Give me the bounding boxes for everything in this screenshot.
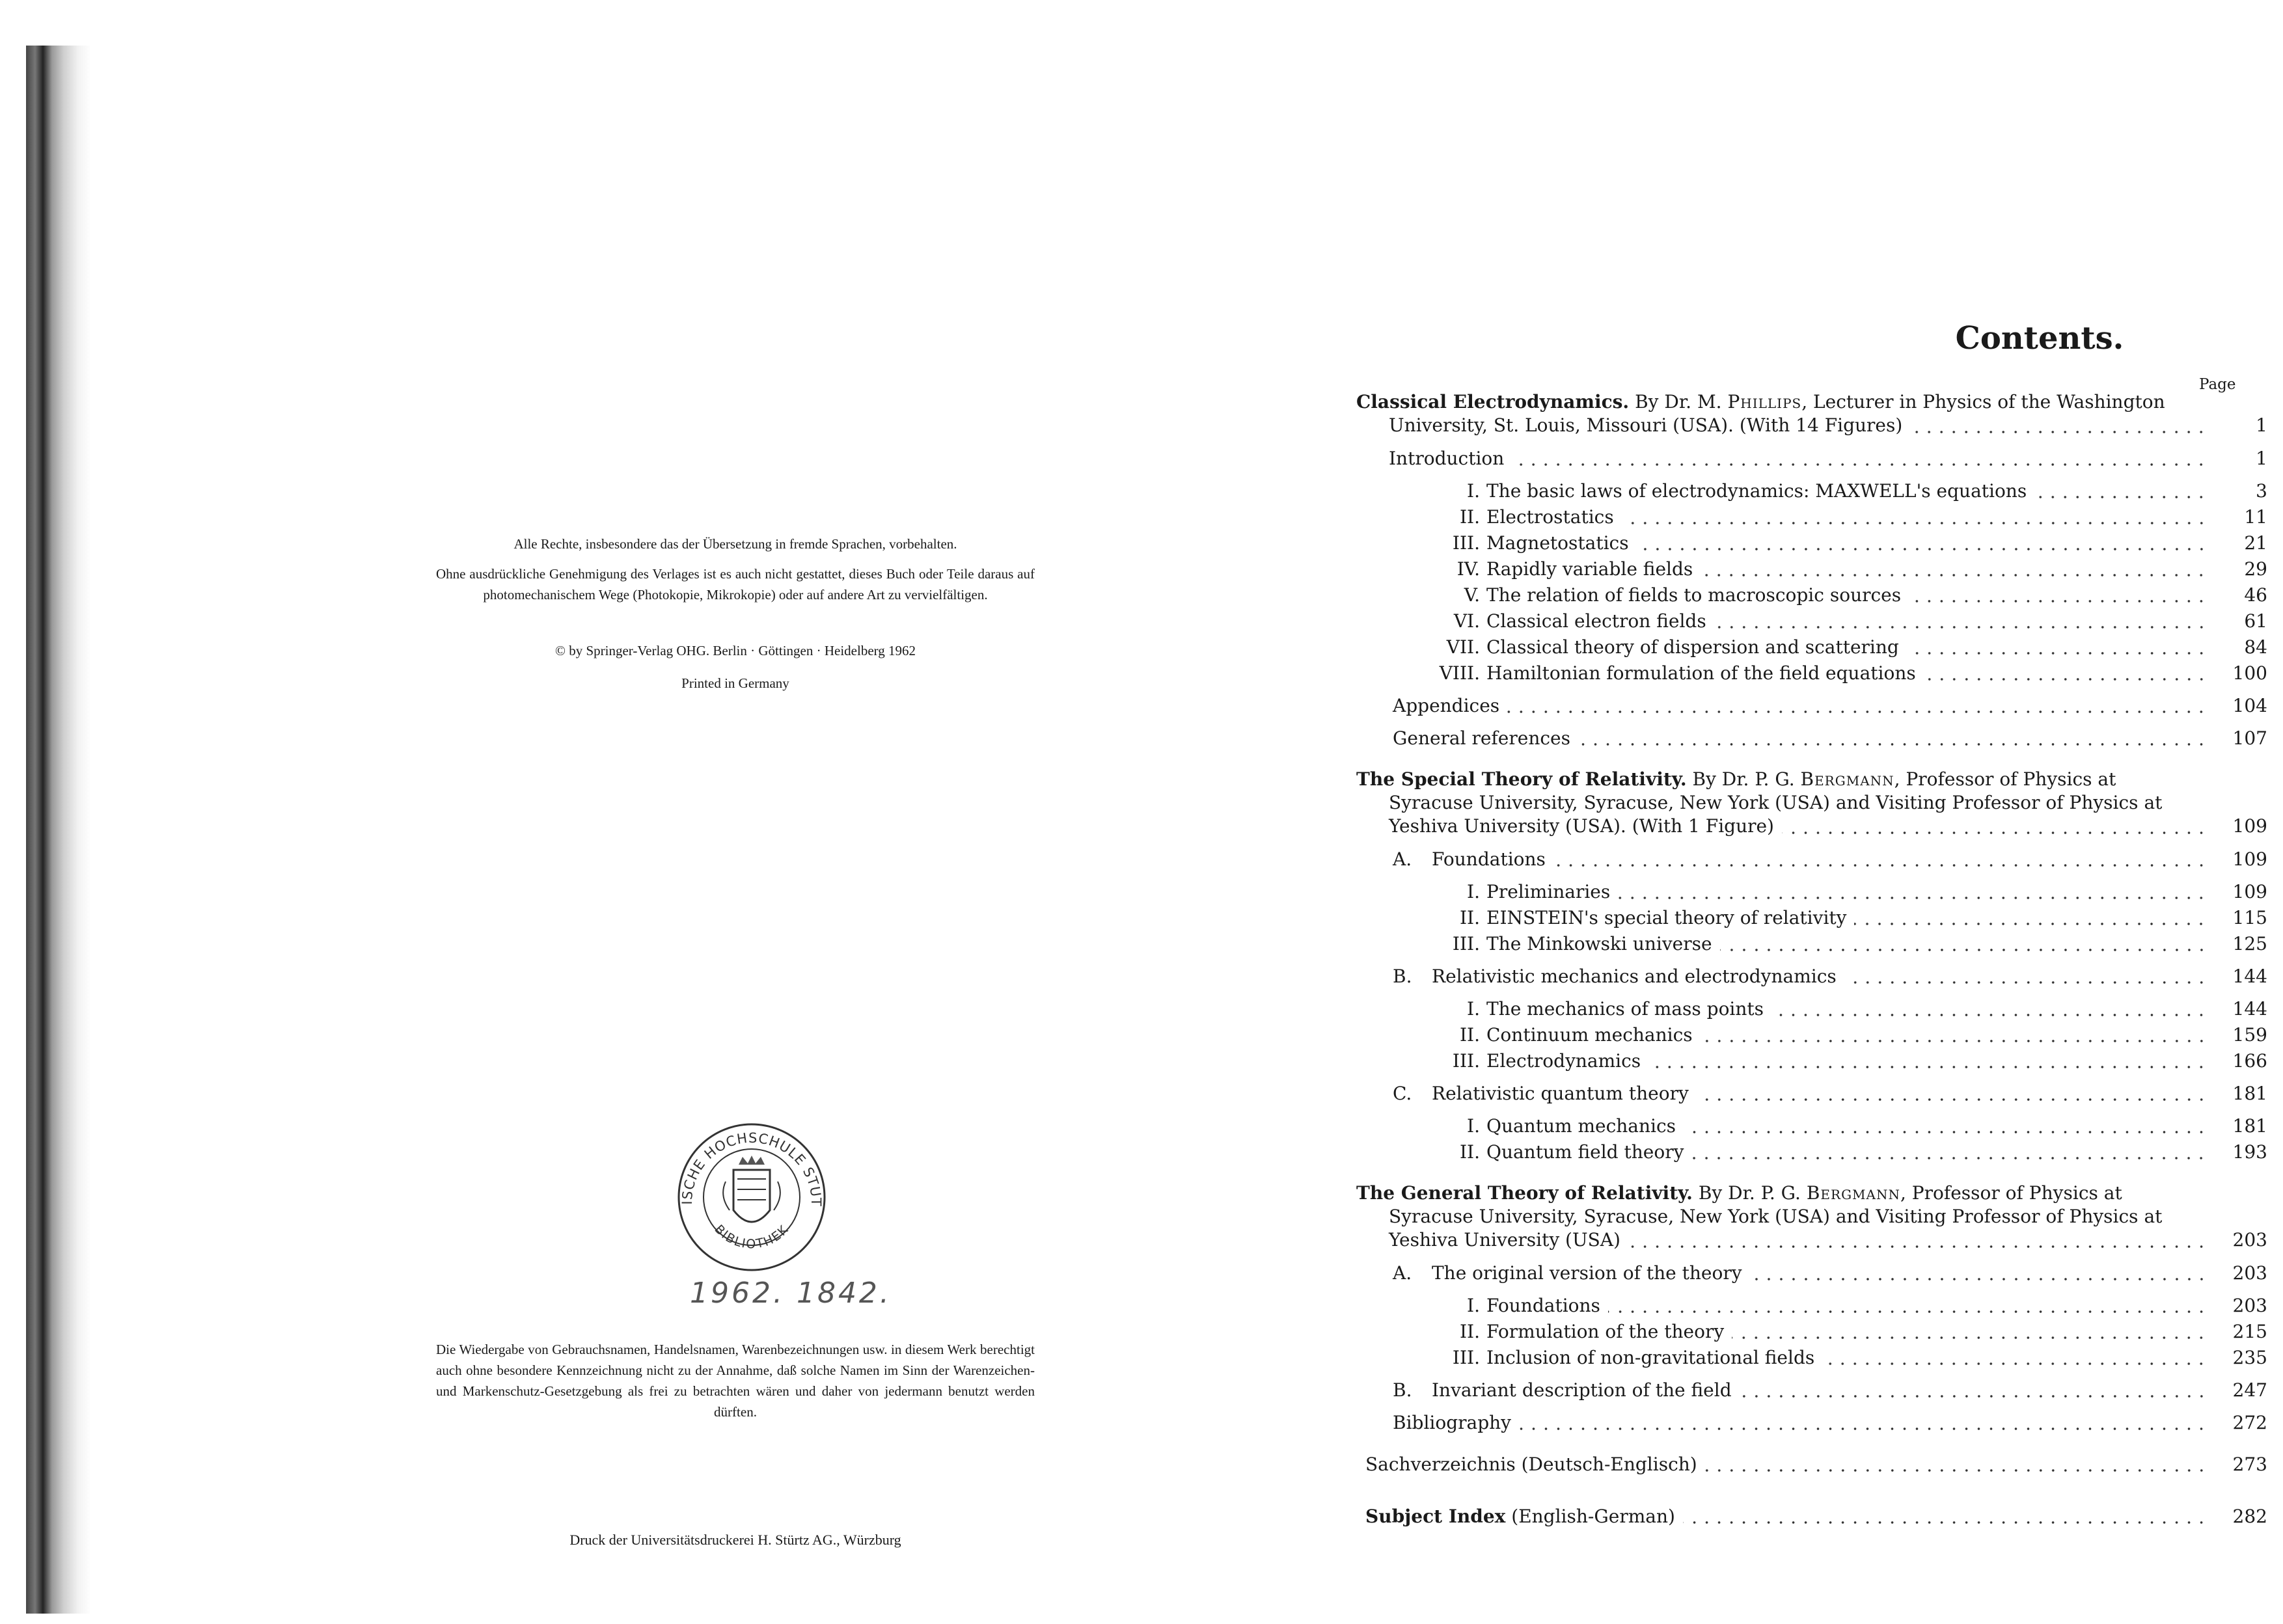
section-affiliation-end: Yeshiva University (USA). (With 1 Figure) xyxy=(1389,815,1774,837)
library-stamp xyxy=(674,1119,830,1275)
toc-section-classical-electrodynamics xyxy=(1356,390,2267,440)
toc-entry: II. Formulation of the theory 215 xyxy=(1459,1321,2267,1342)
toc-entry: II. Quantum field theory 193 xyxy=(1459,1141,2267,1163)
toc-entry: Introduction 1 xyxy=(1389,448,2267,469)
toc-entry: III. Inclusion of non-gravitational fields 235 xyxy=(1452,1347,2267,1368)
toc-entry: General references 107 xyxy=(1393,727,2267,749)
section-affiliation: Syracuse University, Syracuse, New York (USA) and Visiting Professor of Physics at xyxy=(1389,792,2163,813)
section-affiliation: University, St. Louis, Missouri (USA). (With 14 Figures) xyxy=(1389,414,1903,436)
section-affiliation: Syracuse University, Syracuse, New York (USA) and Visiting Professor of Physics at xyxy=(1389,1206,2163,1227)
toc-entry: V. The relation of fields to macroscopic sources 46 xyxy=(1464,584,2267,606)
printed-in-line: Printed in Germany xyxy=(681,675,789,691)
toc-entry: III. The Minkowski universe 125 xyxy=(1452,933,2267,954)
right-page-contents xyxy=(1142,0,2283,1624)
toc-section-special-relativity xyxy=(1356,768,2267,841)
section-title: Classical Electrodynamics. xyxy=(1356,391,1630,413)
toc-entry: B. Relativistic mechanics and electrodynamics 144 xyxy=(1393,966,2267,987)
printer-line: Druck der Universitätsdruckerei H. Stürtz AG., Würzburg xyxy=(569,1532,901,1548)
toc-entry: VI. Classical electron fields 61 xyxy=(1453,610,2267,632)
page-column-label: Page xyxy=(2199,376,2236,393)
svg-text:BIBLIOTHEK: BIBLIOTHEK xyxy=(711,1222,792,1252)
section-byline: By Dr. P. G. xyxy=(1692,768,1795,790)
imprint-copyright-block xyxy=(436,640,1035,705)
toc-entry: II. Continuum mechanics 159 xyxy=(1459,1024,2267,1046)
section-byline: By Dr. M. xyxy=(1635,391,1722,413)
svg-text:TECHNISCHE HOCHSCHULE STUTTGAR: ISCHE HOCHSCHULE STUT xyxy=(679,1130,825,1207)
table-of-contents xyxy=(1356,390,2267,1530)
toc-entry: III. Electrodynamics 166 xyxy=(1452,1050,2267,1072)
section-page: 203 xyxy=(2232,1229,2267,1251)
toc-entry: Appendices 104 xyxy=(1393,695,2267,716)
toc-entry: I. Preliminaries 109 xyxy=(1467,881,2267,902)
library-stamp-seal xyxy=(674,1119,830,1275)
toc-entry: I. The mechanics of mass points 144 xyxy=(1467,998,2267,1020)
toc-entry: II. Electrostatics 11 xyxy=(1459,506,2267,528)
toc-index-german: Sachverzeichnis (Deutsch-Englisch) 273 xyxy=(1365,1454,2267,1475)
section-byline-rest: , Professor of Physics at xyxy=(1894,768,2116,790)
toc-entry: VIII. Hamiltonian formulation of the field equations 100 xyxy=(1439,662,2267,684)
toc-entry: A. The original version of the theory 203 xyxy=(1393,1262,2267,1284)
section-byline-rest: , Professor of Physics at xyxy=(1900,1182,2122,1204)
toc-entry: C. Relativistic quantum theory 181 xyxy=(1393,1083,2267,1104)
toc-entry: III. Magnetostatics 21 xyxy=(1452,532,2267,554)
section-page: 109 xyxy=(2232,815,2267,837)
toc-entry: I. Quantum mechanics 181 xyxy=(1467,1115,2267,1137)
toc-entry: I. The basic laws of electrodynamics: MAXWELL's equations 3 xyxy=(1467,480,2267,502)
copyright-line: © by Springer-Verlag OHG. Berlin · Göttingen · Heidelberg 1962 xyxy=(554,643,916,658)
trademark-notice-block xyxy=(436,1339,1035,1434)
toc-entry: A. Foundations 109 xyxy=(1393,848,2267,870)
toc-entry: IV. Rapidly variable fields 29 xyxy=(1456,558,2267,580)
section-title: The Special Theory of Relativity. xyxy=(1356,768,1687,790)
toc-entry: VII. Classical theory of dispersion and scattering 84 xyxy=(1446,636,2267,658)
rights-notice: Alle Rechte, insbesondere das der Übersetzung in fremde Sprachen, vorbehalten. xyxy=(513,536,957,552)
imprint-rights-block xyxy=(436,534,1035,566)
section-byline-rest: , Lecturer in Physics of the Washington xyxy=(1801,391,2165,413)
contents-title: Contents. xyxy=(1955,320,2124,357)
toc-section-general-relativity xyxy=(1356,1182,2267,1254)
section-affiliation-end: Yeshiva University (USA) xyxy=(1389,1229,1620,1251)
toc-entry: Bibliography 272 xyxy=(1393,1412,2267,1433)
section-author: Phillips xyxy=(1727,391,1802,413)
toc-index-english: Subject Index (English-German) 282 xyxy=(1365,1506,2267,1527)
section-author: Bergmann xyxy=(1806,1182,1900,1204)
section-byline: By Dr. P. G. xyxy=(1698,1182,1801,1204)
toc-entry: I. Foundations 203 xyxy=(1467,1295,2267,1316)
section-page: 1 xyxy=(2256,414,2267,436)
handwritten-accession-number: 1962. 1842. xyxy=(690,1277,892,1310)
toc-entry: II. EINSTEIN's special theory of relativity 115 xyxy=(1459,907,2267,928)
trademark-notice: Die Wiedergabe von Gebrauchsnamen, Handelsnamen, Warenbezeichnungen usw. in diesem Werk berechtigt auch ohne besondere Kennzeichnung nicht zu der Annahme, daß solche Namen im Sinn der Warenzeichen- und Markenschutz-Gesetzgebung als frei zu betrachten wären und daher von jedermann benutzt werden dürften. xyxy=(436,1342,1035,1420)
toc-entry: B. Invariant description of the field 247 xyxy=(1393,1379,2267,1401)
imprint-permission-block xyxy=(436,563,1035,617)
section-author: Bergmann xyxy=(1800,768,1894,790)
permission-notice: Ohne ausdrückliche Genehmigung des Verlages ist es auch nicht gestattet, dieses Buch oder Teile daraus auf photomechanischem Wege (Photokopie, Mikrokopie) oder auf andere Art zu vervielfältigen. xyxy=(436,566,1035,602)
section-title: The General Theory of Relativity. xyxy=(1356,1182,1693,1204)
